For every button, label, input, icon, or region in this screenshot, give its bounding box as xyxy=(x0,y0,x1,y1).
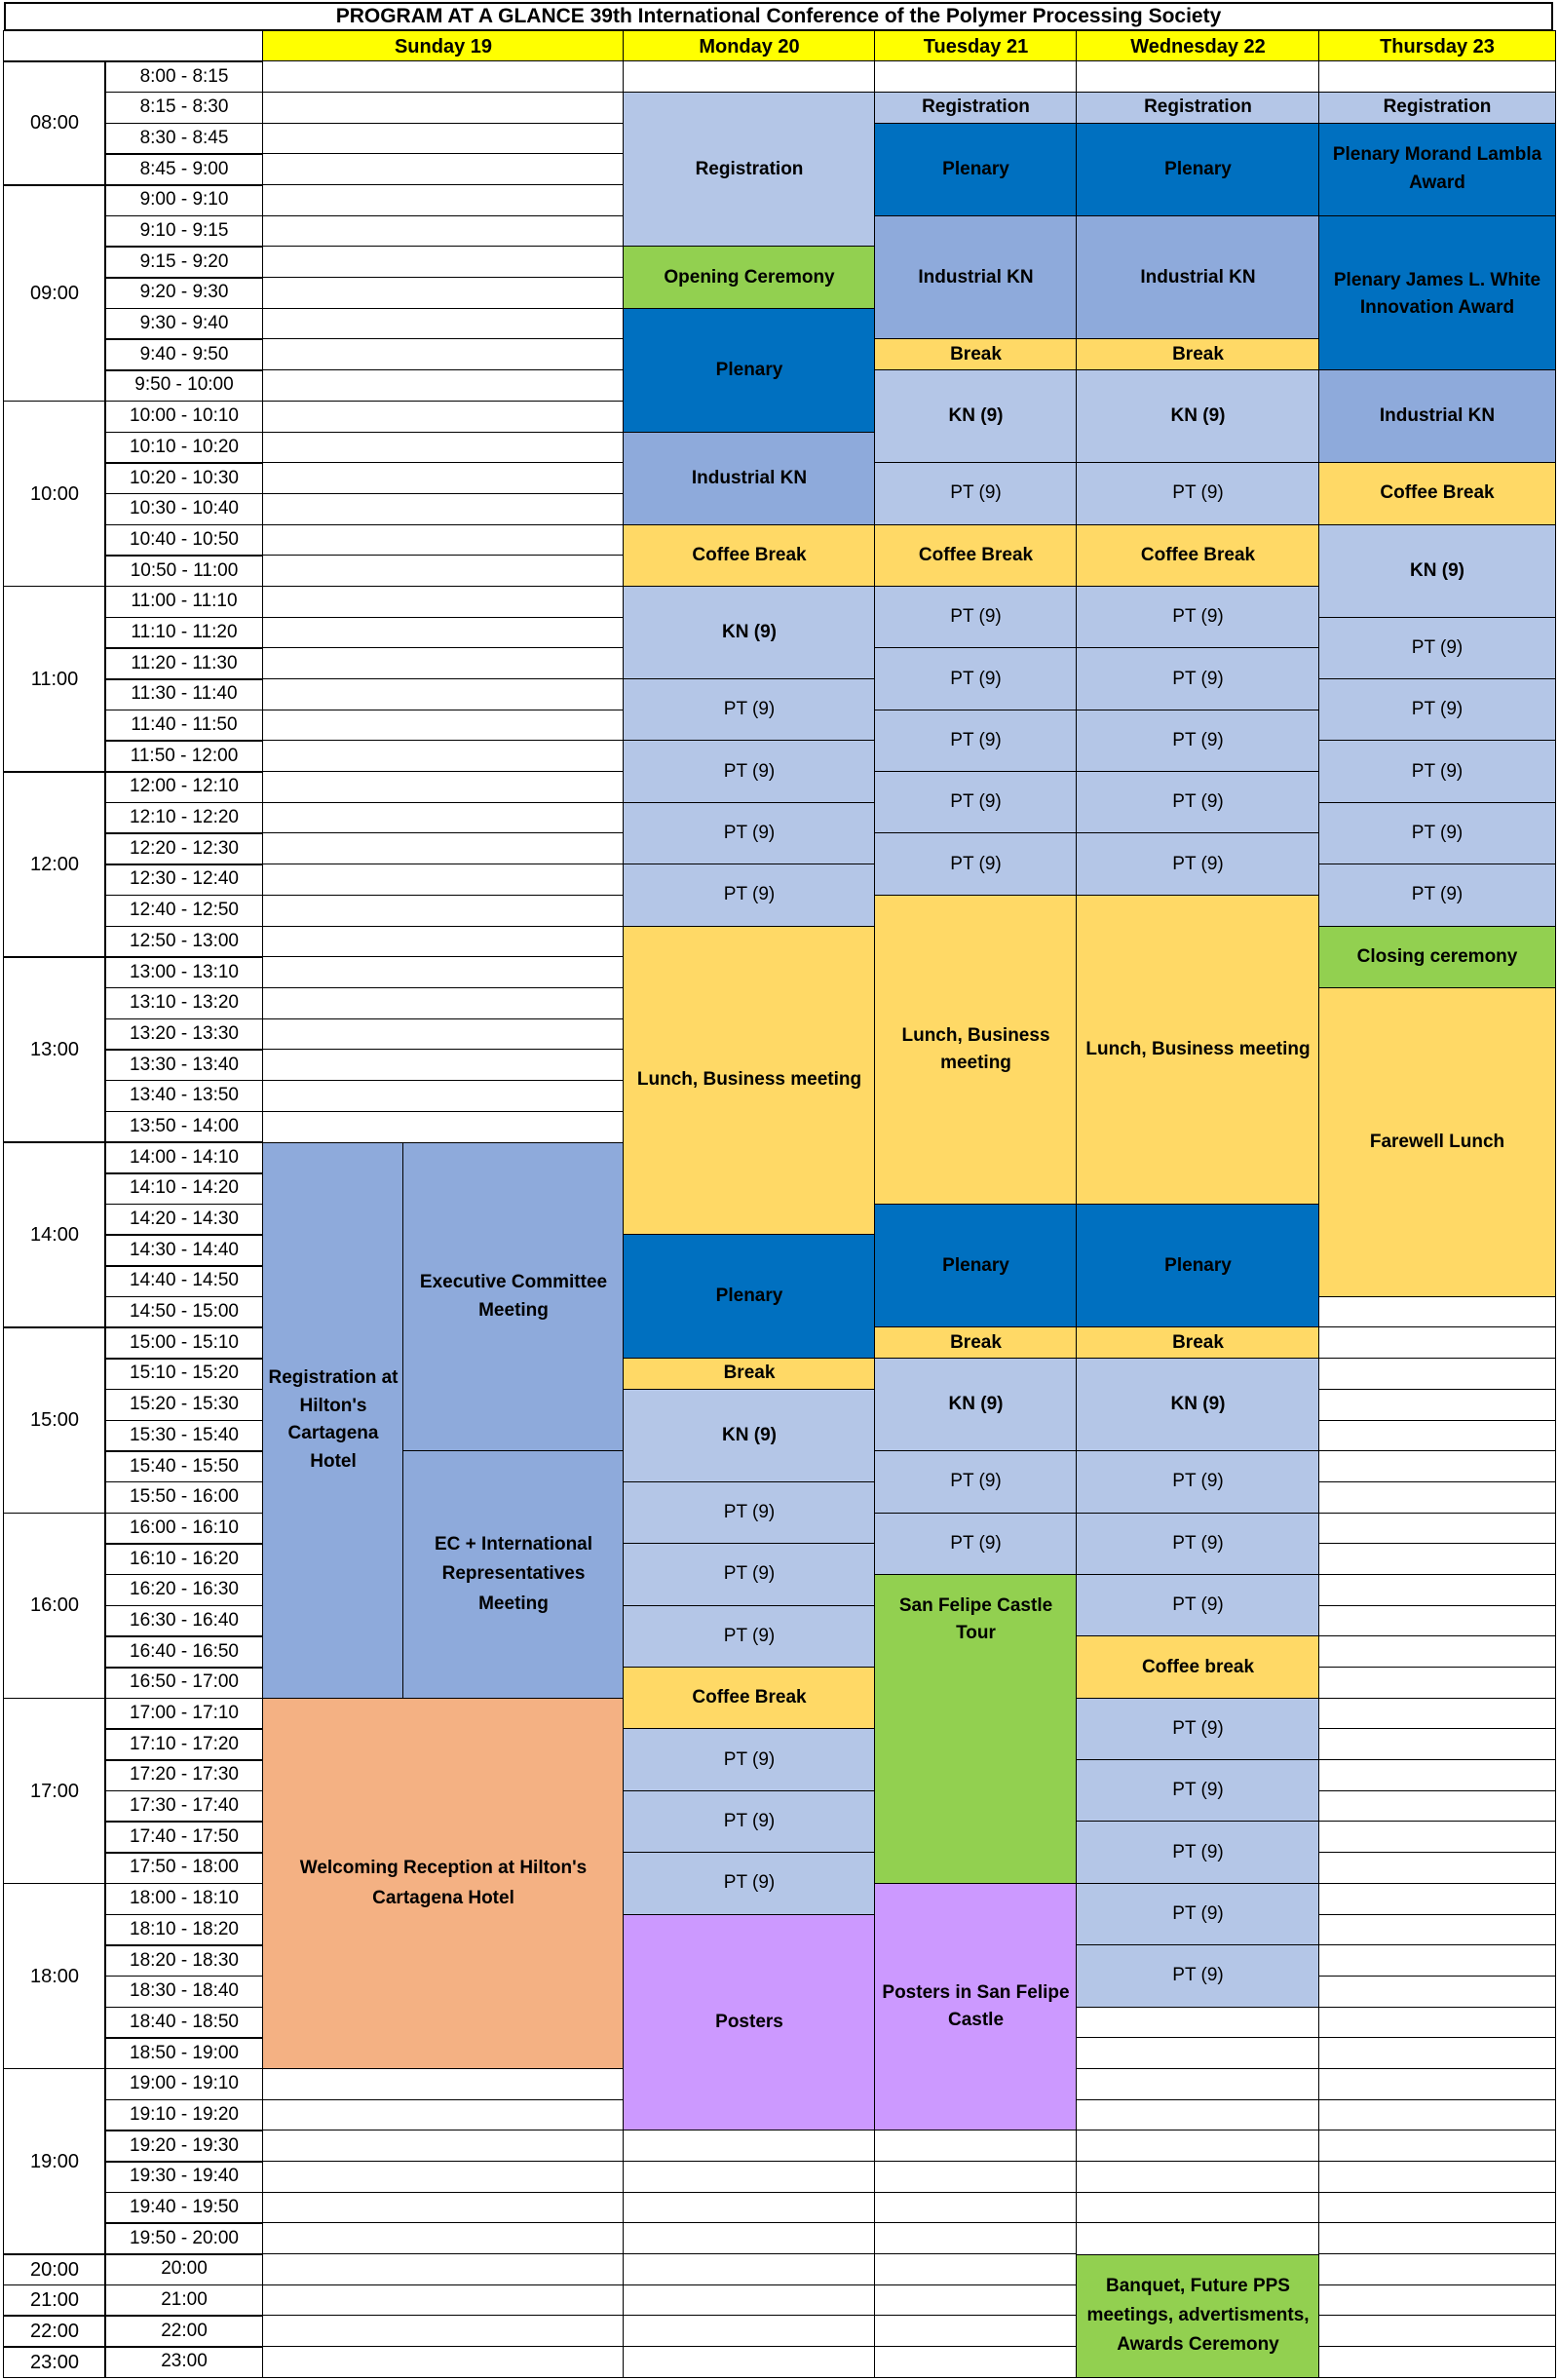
event-posters-in-san-felipe-castle: Posters in San Felipe Castle xyxy=(874,1883,1078,2131)
event-pt-9: PT (9) xyxy=(1076,462,1320,525)
event-plenary-james-l-white-innovation-award: Plenary James L. White Innovation Award xyxy=(1318,215,1556,371)
event-lunch-business-meeting: Lunch, Business meeting xyxy=(874,895,1078,1205)
empty-cell xyxy=(1318,1420,1556,1452)
day-header-wednesday: Wednesday 22 xyxy=(1076,30,1320,62)
time-slot: 15:20 - 15:30 xyxy=(104,1389,264,1421)
empty-cell xyxy=(1076,2007,1320,2039)
event-coffee-break: Coffee Break xyxy=(874,524,1078,588)
empty-cell xyxy=(1318,2037,1556,2069)
time-slot: 16:00 - 16:10 xyxy=(104,1513,264,1545)
event-kn-9: KN (9) xyxy=(874,1358,1078,1452)
event-pt-9: PT (9) xyxy=(623,864,876,927)
empty-cell xyxy=(1318,1759,1556,1791)
time-slot: 17:00 - 17:10 xyxy=(104,1698,264,1730)
event-pt-9: PT (9) xyxy=(623,1790,876,1854)
empty-cell xyxy=(1318,1883,1556,1915)
empty-cell xyxy=(262,2068,625,2100)
day-header-tuesday: Tuesday 21 xyxy=(874,30,1078,62)
empty-cell xyxy=(623,2284,876,2317)
time-slot: 13:30 - 13:40 xyxy=(104,1049,264,1081)
empty-cell xyxy=(1318,2099,1556,2131)
event-pt-9: PT (9) xyxy=(623,740,876,803)
time-slot: 11:10 - 11:20 xyxy=(104,617,264,649)
hour-label: 08:00 xyxy=(3,60,106,185)
event-pt-9: PT (9) xyxy=(1076,1944,1320,2008)
hour-label: 10:00 xyxy=(3,401,106,588)
event-lunch-business-meeting: Lunch, Business meeting xyxy=(623,926,876,1236)
hour-label: 17:00 xyxy=(3,1698,106,1885)
time-slot: 19:40 - 19:50 xyxy=(104,2192,264,2224)
event-pt-9: PT (9) xyxy=(1318,617,1556,680)
hour-label: 19:00 xyxy=(3,2068,106,2255)
corner-header-blank xyxy=(3,30,264,62)
time-slot: 10:00 - 10:10 xyxy=(104,401,264,433)
empty-cell xyxy=(262,710,625,742)
time-slot: 20:00 xyxy=(104,2253,264,2285)
event-break: Break xyxy=(1076,1326,1320,1359)
empty-cell xyxy=(1318,1914,1556,1946)
event-coffee-break: Coffee Break xyxy=(1076,524,1320,588)
event-pt-9: PT (9) xyxy=(1076,1759,1320,1823)
empty-cell xyxy=(1318,2222,1556,2254)
empty-cell xyxy=(262,277,625,309)
empty-cell xyxy=(1318,1358,1556,1390)
event-break: Break xyxy=(623,1358,876,1390)
empty-cell xyxy=(1076,2037,1320,2069)
event-kn-9: KN (9) xyxy=(1076,369,1320,464)
empty-cell xyxy=(1318,1605,1556,1637)
empty-cell xyxy=(262,2253,625,2285)
time-slot: 12:00 - 12:10 xyxy=(104,771,264,803)
empty-cell xyxy=(1076,2130,1320,2162)
time-slot: 19:10 - 19:20 xyxy=(104,2099,264,2131)
event-farewell-lunch: Farewell Lunch xyxy=(1318,987,1556,1297)
program-at-a-glance-sheet xyxy=(4,2,1555,2376)
empty-cell xyxy=(262,1049,625,1081)
event-ec-international-representatives-meeting: EC + International Representatives Meeting xyxy=(402,1450,625,1699)
empty-cell xyxy=(262,215,625,248)
event-industrial-kn: Industrial KN xyxy=(1076,215,1320,340)
event-registration: Registration xyxy=(1318,92,1556,124)
empty-cell xyxy=(1318,2161,1556,2193)
time-slot: 13:20 - 13:30 xyxy=(104,1018,264,1051)
event-kn-9: KN (9) xyxy=(874,369,1078,464)
time-slot: 16:10 - 16:20 xyxy=(104,1543,264,1575)
event-pt-9: PT (9) xyxy=(1076,1574,1320,1637)
empty-cell xyxy=(262,1080,625,1112)
empty-cell xyxy=(1076,2222,1320,2254)
time-slot: 12:40 - 12:50 xyxy=(104,895,264,927)
empty-cell xyxy=(1318,2284,1556,2317)
event-kn-9: KN (9) xyxy=(1318,524,1556,619)
empty-cell xyxy=(262,586,625,618)
time-slot: 17:40 - 17:50 xyxy=(104,1821,264,1853)
time-slot: 10:20 - 10:30 xyxy=(104,462,264,494)
event-pt-9: PT (9) xyxy=(623,678,876,742)
time-slot: 12:30 - 12:40 xyxy=(104,864,264,896)
event-industrial-kn: Industrial KN xyxy=(623,432,876,526)
event-coffee-break: Coffee Break xyxy=(1318,462,1556,525)
time-slot: 9:00 - 9:10 xyxy=(104,184,264,216)
empty-cell xyxy=(623,2192,876,2224)
empty-cell xyxy=(262,647,625,679)
empty-cell xyxy=(262,956,625,988)
event-plenary: Plenary xyxy=(623,1234,876,1359)
time-slot: 19:50 - 20:00 xyxy=(104,2222,264,2254)
time-slot: 11:30 - 11:40 xyxy=(104,678,264,710)
empty-cell xyxy=(623,2253,876,2285)
hour-label: 20:00 xyxy=(3,2253,106,2285)
empty-cell xyxy=(262,2346,625,2378)
event-closing-ceremony: Closing ceremony xyxy=(1318,926,1556,989)
event-registration: Registration xyxy=(623,92,876,248)
empty-cell xyxy=(1318,1667,1556,1699)
event-kn-9: KN (9) xyxy=(623,586,876,680)
empty-cell xyxy=(1318,1635,1556,1668)
event-coffee-break: Coffee break xyxy=(1076,1635,1320,1699)
event-executive-committee-meeting: Executive Committee Meeting xyxy=(402,1141,625,1451)
empty-cell xyxy=(262,1018,625,1051)
time-slot: 15:00 - 15:10 xyxy=(104,1326,264,1359)
empty-cell xyxy=(262,617,625,649)
empty-cell xyxy=(1318,1389,1556,1421)
empty-cell xyxy=(262,308,625,340)
empty-cell xyxy=(874,2222,1078,2254)
empty-cell xyxy=(262,462,625,494)
empty-cell xyxy=(1318,1821,1556,1853)
empty-cell xyxy=(1318,2192,1556,2224)
time-slot: 19:20 - 19:30 xyxy=(104,2130,264,2162)
event-pt-9: PT (9) xyxy=(623,1852,876,1915)
event-plenary: Plenary xyxy=(874,123,1078,217)
day-header-sunday: Sunday 19 xyxy=(262,30,625,62)
empty-cell xyxy=(262,832,625,864)
event-industrial-kn: Industrial KN xyxy=(1318,369,1556,464)
time-slot: 12:10 - 12:20 xyxy=(104,802,264,834)
empty-cell xyxy=(262,401,625,433)
event-pt-9: PT (9) xyxy=(623,802,876,865)
time-slot: 18:20 - 18:30 xyxy=(104,1944,264,1977)
event-coffee-break: Coffee Break xyxy=(623,1667,876,1730)
time-slot: 14:30 - 14:40 xyxy=(104,1234,264,1266)
event-plenary: Plenary xyxy=(1076,1204,1320,1328)
time-slot: 8:45 - 9:00 xyxy=(104,153,264,185)
event-pt-9: PT (9) xyxy=(874,647,1078,710)
empty-cell xyxy=(262,493,625,525)
event-break: Break xyxy=(874,338,1078,370)
hour-label: 13:00 xyxy=(3,956,106,1143)
event-pt-9: PT (9) xyxy=(874,771,1078,834)
event-pt-9: PT (9) xyxy=(623,1543,876,1606)
time-slot: 9:10 - 9:15 xyxy=(104,215,264,248)
time-slot: 13:10 - 13:20 xyxy=(104,987,264,1019)
empty-cell xyxy=(262,678,625,710)
event-pt-9: PT (9) xyxy=(623,1605,876,1669)
empty-cell xyxy=(1318,2068,1556,2100)
event-pt-9: PT (9) xyxy=(1076,647,1320,710)
time-slot: 16:50 - 17:00 xyxy=(104,1667,264,1699)
empty-cell xyxy=(623,2346,876,2378)
empty-cell xyxy=(1076,2068,1320,2100)
empty-cell xyxy=(623,2315,876,2347)
empty-cell xyxy=(262,123,625,155)
schedule-grid xyxy=(4,31,1555,2378)
empty-cell xyxy=(1318,1728,1556,1760)
time-slot: 15:40 - 15:50 xyxy=(104,1450,264,1482)
event-pt-9: PT (9) xyxy=(1076,710,1320,773)
event-plenary: Plenary xyxy=(623,308,876,433)
time-slot: 12:50 - 13:00 xyxy=(104,926,264,958)
time-slot: 9:40 - 9:50 xyxy=(104,338,264,370)
hour-label: 12:00 xyxy=(3,771,106,958)
time-slot: 15:10 - 15:20 xyxy=(104,1358,264,1390)
empty-cell xyxy=(262,184,625,216)
empty-cell xyxy=(262,926,625,958)
empty-cell xyxy=(262,1111,625,1143)
time-slot: 15:30 - 15:40 xyxy=(104,1420,264,1452)
time-slot: 9:15 - 9:20 xyxy=(104,246,264,278)
empty-cell xyxy=(1076,2192,1320,2224)
event-break: Break xyxy=(874,1326,1078,1359)
empty-cell xyxy=(623,2161,876,2193)
empty-cell xyxy=(1318,1513,1556,1545)
event-pt-9: PT (9) xyxy=(874,586,1078,649)
day-header-thursday: Thursday 23 xyxy=(1318,30,1556,62)
empty-cell xyxy=(1076,60,1320,93)
empty-cell xyxy=(1318,1326,1556,1359)
empty-cell xyxy=(262,2284,625,2317)
time-slot: 11:50 - 12:00 xyxy=(104,740,264,772)
event-plenary-morand-lambla-award: Plenary Morand Lambla Award xyxy=(1318,123,1556,217)
event-plenary: Plenary xyxy=(874,1204,1078,1328)
empty-cell xyxy=(1318,1296,1556,1328)
empty-cell xyxy=(1318,1574,1556,1606)
event-pt-9: PT (9) xyxy=(1076,771,1320,834)
time-slot: 18:10 - 18:20 xyxy=(104,1914,264,1946)
empty-cell xyxy=(262,2192,625,2224)
time-slot: 8:15 - 8:30 xyxy=(104,92,264,124)
event-pt-9: PT (9) xyxy=(1318,678,1556,742)
empty-cell xyxy=(623,60,876,93)
event-pt-9: PT (9) xyxy=(623,1728,876,1791)
event-break: Break xyxy=(1076,338,1320,370)
event-pt-9: PT (9) xyxy=(1076,1821,1320,1884)
event-kn-9: KN (9) xyxy=(623,1389,876,1483)
day-header-monday: Monday 20 xyxy=(623,30,876,62)
empty-cell xyxy=(874,60,1078,93)
time-slot: 10:10 - 10:20 xyxy=(104,432,264,464)
time-slot: 11:00 - 11:10 xyxy=(104,586,264,618)
time-slot: 16:30 - 16:40 xyxy=(104,1605,264,1637)
empty-cell xyxy=(262,60,625,93)
time-slot: 15:50 - 16:00 xyxy=(104,1481,264,1514)
time-slot: 9:30 - 9:40 xyxy=(104,308,264,340)
time-slot: 12:20 - 12:30 xyxy=(104,832,264,864)
empty-cell xyxy=(262,771,625,803)
empty-cell xyxy=(1318,1481,1556,1514)
event-pt-9: PT (9) xyxy=(874,462,1078,525)
empty-cell xyxy=(262,895,625,927)
event-banquet-future-pps-meetings-advertisments-awards-ceremony: Banquet, Future PPS meetings, advertisments, Awards Ceremony xyxy=(1076,2253,1320,2378)
empty-cell xyxy=(262,2161,625,2193)
event-pt-9: PT (9) xyxy=(1318,864,1556,927)
time-slot: 18:00 - 18:10 xyxy=(104,1883,264,1915)
empty-cell xyxy=(1318,1790,1556,1823)
event-san-felipe-castle-tour: San Felipe Castle Tour xyxy=(874,1574,1078,1884)
empty-cell xyxy=(1076,2099,1320,2131)
time-slot: 14:10 - 14:20 xyxy=(104,1172,264,1205)
time-slot: 14:50 - 15:00 xyxy=(104,1296,264,1328)
time-slot: 9:50 - 10:00 xyxy=(104,369,264,402)
event-pt-9: PT (9) xyxy=(874,710,1078,773)
event-plenary: Plenary xyxy=(1076,123,1320,217)
empty-cell xyxy=(1076,2161,1320,2193)
empty-cell xyxy=(262,802,625,834)
event-pt-9: PT (9) xyxy=(1076,832,1320,896)
time-slot: 9:20 - 9:30 xyxy=(104,277,264,309)
hour-label: 21:00 xyxy=(3,2284,106,2317)
time-slot: 11:20 - 11:30 xyxy=(104,647,264,679)
empty-cell xyxy=(262,555,625,587)
hour-label: 09:00 xyxy=(3,184,106,402)
time-slot: 10:40 - 10:50 xyxy=(104,524,264,557)
empty-cell xyxy=(262,369,625,402)
empty-cell xyxy=(262,987,625,1019)
empty-cell xyxy=(874,2315,1078,2347)
time-slot: 16:20 - 16:30 xyxy=(104,1574,264,1606)
time-slot: 8:00 - 8:15 xyxy=(104,60,264,93)
empty-cell xyxy=(262,524,625,557)
empty-cell xyxy=(262,432,625,464)
empty-cell xyxy=(1318,2253,1556,2285)
event-kn-9: KN (9) xyxy=(1076,1358,1320,1452)
event-pt-9: PT (9) xyxy=(874,1513,1078,1576)
time-slot: 13:40 - 13:50 xyxy=(104,1080,264,1112)
hour-label: 11:00 xyxy=(3,586,106,773)
time-slot: 14:40 - 14:50 xyxy=(104,1265,264,1297)
time-slot: 18:30 - 18:40 xyxy=(104,1976,264,2008)
empty-cell xyxy=(262,2099,625,2131)
hour-label: 18:00 xyxy=(3,1883,106,2070)
time-slot: 10:50 - 11:00 xyxy=(104,555,264,587)
time-slot: 17:50 - 18:00 xyxy=(104,1852,264,1884)
time-slot: 13:00 - 13:10 xyxy=(104,956,264,988)
empty-cell xyxy=(262,2130,625,2162)
empty-cell xyxy=(1318,2346,1556,2378)
empty-cell xyxy=(1318,2007,1556,2039)
time-slot: 13:50 - 14:00 xyxy=(104,1111,264,1143)
event-registration: Registration xyxy=(1076,92,1320,124)
empty-cell xyxy=(262,2222,625,2254)
hour-label: 22:00 xyxy=(3,2315,106,2347)
event-registration-at-hilton-s-cartagena-hotel: Registration at Hilton's Cartagena Hotel xyxy=(262,1141,404,1699)
empty-cell xyxy=(874,2130,1078,2162)
event-pt-9: PT (9) xyxy=(874,1450,1078,1514)
event-pt-9: PT (9) xyxy=(623,1481,876,1545)
event-pt-9: PT (9) xyxy=(1318,740,1556,803)
time-slot: 11:40 - 11:50 xyxy=(104,710,264,742)
event-coffee-break: Coffee Break xyxy=(623,524,876,588)
empty-cell xyxy=(1318,1976,1556,2008)
hour-label: 16:00 xyxy=(3,1513,106,1700)
event-pt-9: PT (9) xyxy=(1076,1883,1320,1946)
time-slot: 17:20 - 17:30 xyxy=(104,1759,264,1791)
time-slot: 22:00 xyxy=(104,2315,264,2347)
empty-cell xyxy=(623,2130,876,2162)
event-lunch-business-meeting: Lunch, Business meeting xyxy=(1076,895,1320,1205)
time-slot: 17:10 - 17:20 xyxy=(104,1728,264,1760)
time-slot: 14:20 - 14:30 xyxy=(104,1204,264,1236)
event-posters: Posters xyxy=(623,1914,876,2131)
hour-label: 23:00 xyxy=(3,2346,106,2378)
empty-cell xyxy=(262,246,625,278)
empty-cell xyxy=(1318,1944,1556,1977)
empty-cell xyxy=(262,153,625,185)
empty-cell xyxy=(1318,1852,1556,1884)
empty-cell xyxy=(262,338,625,370)
empty-cell xyxy=(262,740,625,772)
empty-cell xyxy=(1318,60,1556,93)
empty-cell xyxy=(623,2222,876,2254)
empty-cell xyxy=(1318,1698,1556,1730)
empty-cell xyxy=(262,864,625,896)
time-slot: 10:30 - 10:40 xyxy=(104,493,264,525)
time-slot: 23:00 xyxy=(104,2346,264,2378)
event-opening-ceremony: Opening Ceremony xyxy=(623,246,876,309)
time-slot: 18:40 - 18:50 xyxy=(104,2007,264,2039)
empty-cell xyxy=(262,2315,625,2347)
empty-cell xyxy=(874,2284,1078,2317)
time-slot: 19:00 - 19:10 xyxy=(104,2068,264,2100)
time-slot: 16:40 - 16:50 xyxy=(104,1635,264,1668)
empty-cell xyxy=(874,2161,1078,2193)
empty-cell xyxy=(874,2253,1078,2285)
event-registration: Registration xyxy=(874,92,1078,124)
time-slot: 17:30 - 17:40 xyxy=(104,1790,264,1823)
event-pt-9: PT (9) xyxy=(1318,802,1556,865)
empty-cell xyxy=(1318,1450,1556,1482)
empty-cell xyxy=(262,92,625,124)
event-pt-9: PT (9) xyxy=(1076,1450,1320,1514)
program-title: PROGRAM AT A GLANCE 39th International Conference of the Polymer Processing Society xyxy=(4,2,1553,31)
hour-label: 14:00 xyxy=(3,1141,106,1328)
time-slot: 21:00 xyxy=(104,2284,264,2317)
event-pt-9: PT (9) xyxy=(1076,1513,1320,1576)
time-slot: 14:00 - 14:10 xyxy=(104,1141,264,1173)
empty-cell xyxy=(874,2192,1078,2224)
event-pt-9: PT (9) xyxy=(874,832,1078,896)
event-pt-9: PT (9) xyxy=(1076,1698,1320,1761)
empty-cell xyxy=(874,2346,1078,2378)
event-industrial-kn: Industrial KN xyxy=(874,215,1078,340)
empty-cell xyxy=(1318,2315,1556,2347)
empty-cell xyxy=(1318,2130,1556,2162)
empty-cell xyxy=(1318,1543,1556,1575)
event-welcoming-reception-at-hilton-s-cartagena-hotel: Welcoming Reception at Hilton's Cartagena Hotel xyxy=(262,1698,625,2070)
time-slot: 19:30 - 19:40 xyxy=(104,2161,264,2193)
hour-label: 15:00 xyxy=(3,1326,106,1514)
event-pt-9: PT (9) xyxy=(1076,586,1320,649)
time-slot: 18:50 - 19:00 xyxy=(104,2037,264,2069)
time-slot: 8:30 - 8:45 xyxy=(104,123,264,155)
